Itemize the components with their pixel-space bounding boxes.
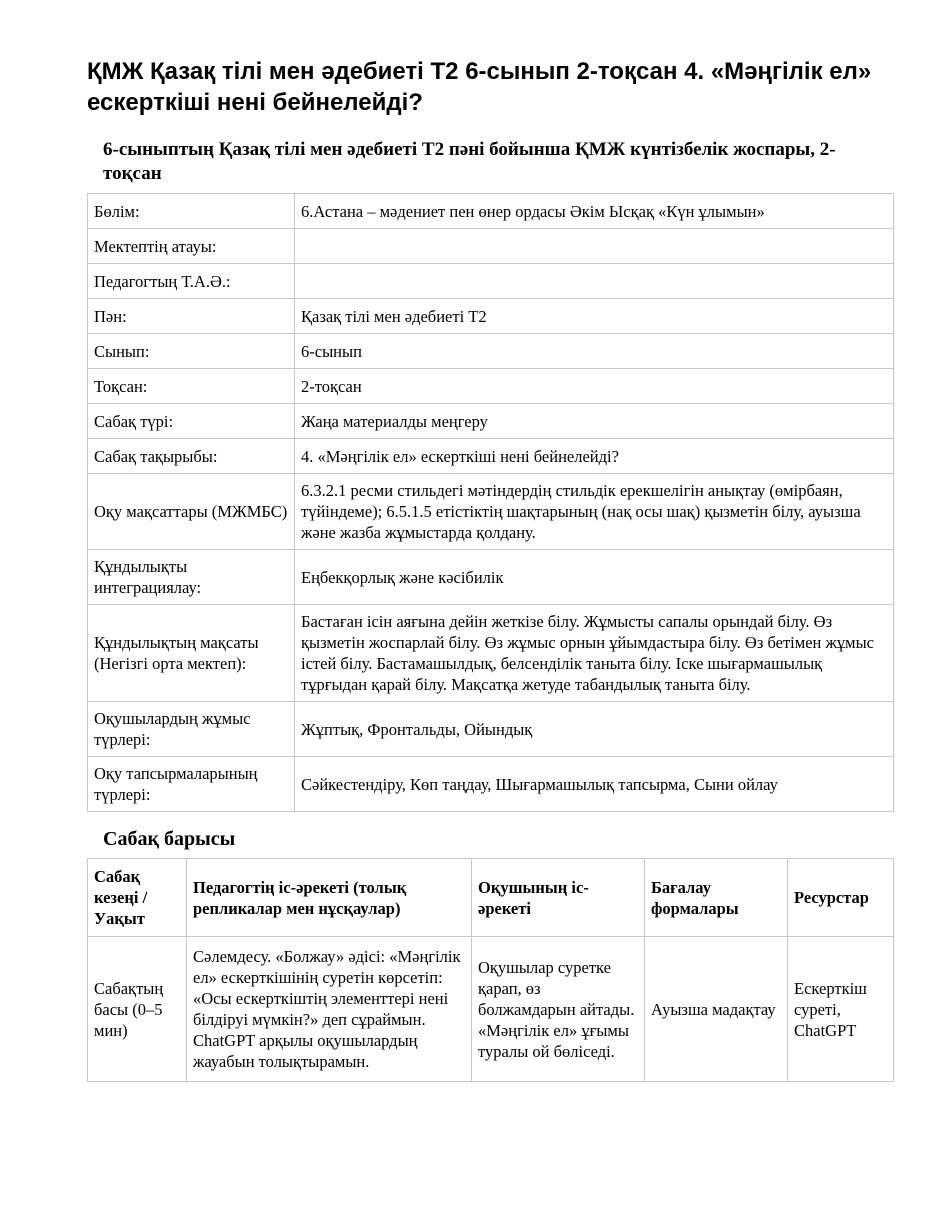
- info-row: [88, 369, 894, 404]
- header-resources: Ресурстар: [788, 859, 894, 937]
- student-activity-cell: Оқушылар суретке қарап, өз болжамдарын айтады. «Мәңгілік ел» ұғымы туралы ой бөліседі.: [472, 937, 645, 1082]
- lesson-header-row: [88, 859, 894, 937]
- info-label: Сынып:: [88, 334, 295, 369]
- info-row: [88, 605, 894, 702]
- info-row: [88, 474, 894, 550]
- assessment-cell: Ауызша мадақтау: [645, 937, 788, 1082]
- resources-cell: Ескерткіш суреті, ChatGPT: [788, 937, 894, 1082]
- info-label: Сабақ тақырыбы:: [88, 439, 295, 474]
- info-label: Сабақ түрі:: [88, 404, 295, 439]
- info-row: [88, 404, 894, 439]
- document-title: ҚМЖ Қазақ тілі мен әдебиеті Т2 6-сынып 2-тоқсан 4. «Мәңгілік ел» ескерткіші нені бейнелейді?: [87, 58, 872, 116]
- info-value: 6-сынып: [295, 334, 894, 369]
- info-row: [88, 264, 894, 299]
- info-value: 2-тоқсан: [295, 369, 894, 404]
- lesson-row: [88, 937, 894, 1082]
- info-label: Тоқсан:: [88, 369, 295, 404]
- info-label: Пән:: [88, 299, 295, 334]
- info-row: [88, 439, 894, 474]
- plan-subtitle: 6-сыныптың Қазақ тілі мен әдебиеті Т2 пәні бойынша ҚМЖ күнтізбелік жоспары, 2-тоқсан: [103, 139, 836, 184]
- info-value: [295, 264, 894, 299]
- info-row: [88, 299, 894, 334]
- info-value: 6.Астана – мәдениет пен өнер ордасы Әкім Ысқақ «Күн ұлымын»: [295, 194, 894, 229]
- info-label: Оқу мақсаттары (МЖМБС): [88, 474, 295, 550]
- info-row: [88, 757, 894, 812]
- header-assessment: Бағалау формалары: [645, 859, 788, 937]
- info-label: Оқушылардың жұмыс түрлері:: [88, 702, 295, 757]
- info-value: 6.3.2.1 ресми стильдегі мәтіндердің стильдік ерекшелігін анықтау (өмірбаян, түйіндеме); 6.5.1.5 етістіктің шақтарының (нақ осы шақ) қызметін білу, ауызша және жазба жұмыстарда қолдану.: [295, 474, 894, 550]
- info-label: Мектептің атауы:: [88, 229, 295, 264]
- header-teacher-activity: Педагогтің іс-әрекеті (толық репликалар мен нұсқаулар): [187, 859, 472, 937]
- info-row: [88, 229, 894, 264]
- info-value: [295, 229, 894, 264]
- info-label: Педагогтың Т.А.Ә.:: [88, 264, 295, 299]
- teacher-activity-cell: Сәлемдесу. «Болжау» әдісі: «Мәңгілік ел» ескерткішінің суретін көрсетіп: «Осы ескерткіштің элементтері нені білдіруі мүмкін?» деп сұраймын. ChatGPT арқылы оқушылардың жауабын толықтырамын.: [187, 937, 472, 1082]
- info-row: [88, 702, 894, 757]
- stage-time-cell: Сабақтың басы (0–5 мин): [88, 937, 187, 1082]
- lesson-progress-body: [88, 937, 894, 1082]
- info-value: Бастаған ісін аяғына дейін жеткізе білу. Жұмысты сапалы орындай білу. Өз қызметін жоспарлай білу. Өз жұмыс орнын ұйымдастыра білу. Өз бетімен жұмыс істей білу. Бастамашылдық, белсенділік таныта білу. Іске шығармашылық тұрғыдан қарай білу. Мақсатқа жетуде табандылық таныта білу.: [295, 605, 894, 702]
- info-row: [88, 550, 894, 605]
- lesson-progress-heading: Сабақ барысы: [103, 828, 236, 850]
- info-value: Жаңа материалды меңгеру: [295, 404, 894, 439]
- info-value: Жұптық, Фронтальды, Ойындық: [295, 702, 894, 757]
- info-value: Еңбекқорлық және кәсібилік: [295, 550, 894, 605]
- lesson-info-table: [87, 193, 894, 812]
- info-label: Оқу тапсырмаларының түрлері:: [88, 757, 295, 812]
- info-row: [88, 194, 894, 229]
- info-value: Қазақ тілі мен әдебиеті Т2: [295, 299, 894, 334]
- document-page: [87, 56, 893, 1082]
- info-label: Бөлім:: [88, 194, 295, 229]
- header-student-activity: Оқушының іс-әрекеті: [472, 859, 645, 937]
- header-stage-time: Сабақ кезеңі / Уақыт: [88, 859, 187, 937]
- lesson-progress-table: [87, 858, 894, 1082]
- info-label: Құндылықтың мақсаты (Негізгі орта мектеп):: [88, 605, 295, 702]
- info-value: 4. «Мәңгілік ел» ескерткіші нені бейнелейді?: [295, 439, 894, 474]
- info-label: Құндылықты интеграциялау:: [88, 550, 295, 605]
- info-row: [88, 334, 894, 369]
- info-value: Сәйкестендіру, Көп таңдау, Шығармашылық тапсырма, Сыни ойлау: [295, 757, 894, 812]
- lesson-info-body: [88, 194, 894, 812]
